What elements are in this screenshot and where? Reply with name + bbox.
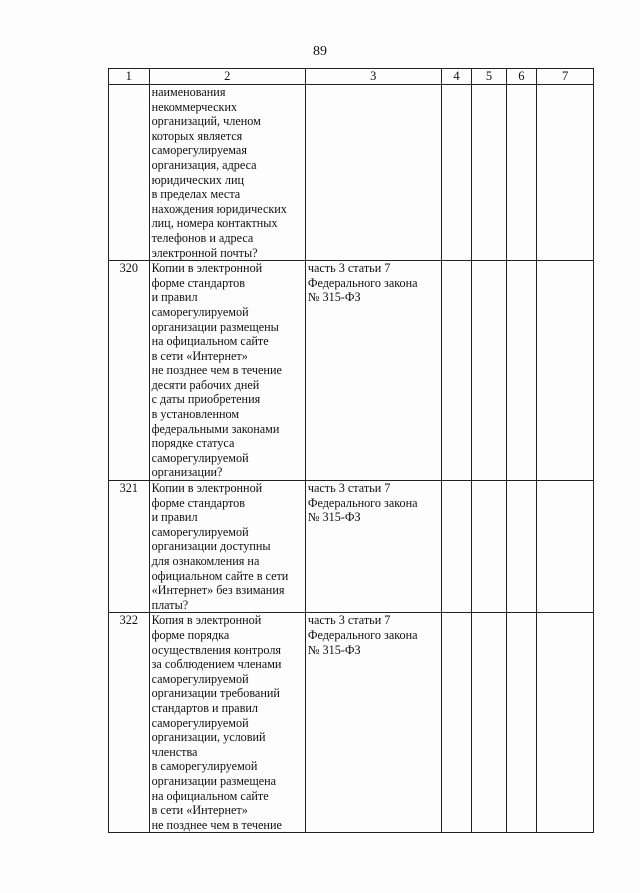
empty-cell [537,261,594,481]
legal-reference [305,85,441,261]
empty-cell [441,261,471,481]
requirement-text: Копия в электронной форме порядка осуществления контроля за соблюдением членами саморегулируемой организации требований стандартов и правил саморегулируемой организации, условий членства в саморегулируемой организации размещена на официальном сайте в сети «Интернет» не позднее чем в течение [149,613,305,833]
empty-cell [441,481,471,613]
empty-cell [506,613,536,833]
empty-cell [472,261,506,481]
checklist-table [108,68,594,833]
table-row [109,261,594,481]
requirement-text: наименования некоммерческих организаций, членом которых является саморегулируемая организация, адреса юридических лиц в пределах места нахождения юридических лиц, номера контактных телефонов и адреса электронной почты? [149,85,305,261]
header-cell-2: 2 [149,69,305,85]
empty-cell [441,85,471,261]
row-number: 320 [109,261,150,481]
empty-cell [472,613,506,833]
header-cell-3: 3 [305,69,441,85]
empty-cell [506,481,536,613]
empty-cell [537,613,594,833]
header-cell-6: 6 [506,69,536,85]
row-number [109,85,150,261]
requirement-text: Копии в электронной форме стандартов и правил саморегулируемой организации размещены на официальном сайте в сети «Интернет» не позднее чем в течение десяти рабочих дней с даты приобретения в установленном федеральными законами порядке статуса саморегулируемой организации? [149,261,305,481]
row-number: 322 [109,613,150,833]
legal-reference: часть 3 статьи 7 Федерального закона № 315-ФЗ [305,481,441,613]
legal-reference: часть 3 статьи 7 Федерального закона № 315-ФЗ [305,613,441,833]
empty-cell [506,261,536,481]
page-number: 89 [313,44,327,59]
empty-cell [472,85,506,261]
empty-cell [537,85,594,261]
requirement-text: Копии в электронной форме стандартов и правил саморегулируемой организации доступны для ознакомления на официальном сайте в сети «Интернет» без взимания платы? [149,481,305,613]
empty-cell [537,481,594,613]
empty-cell [441,613,471,833]
header-cell-5: 5 [472,69,506,85]
header-cell-4: 4 [441,69,471,85]
legal-reference: часть 3 статьи 7 Федерального закона № 315-ФЗ [305,261,441,481]
table-row [109,481,594,613]
header-cell-7: 7 [537,69,594,85]
header-row [109,69,594,85]
empty-cell [472,481,506,613]
row-number: 321 [109,481,150,613]
empty-cell [506,85,536,261]
table-row [109,85,594,261]
header-cell-1: 1 [109,69,150,85]
table-row [109,613,594,833]
